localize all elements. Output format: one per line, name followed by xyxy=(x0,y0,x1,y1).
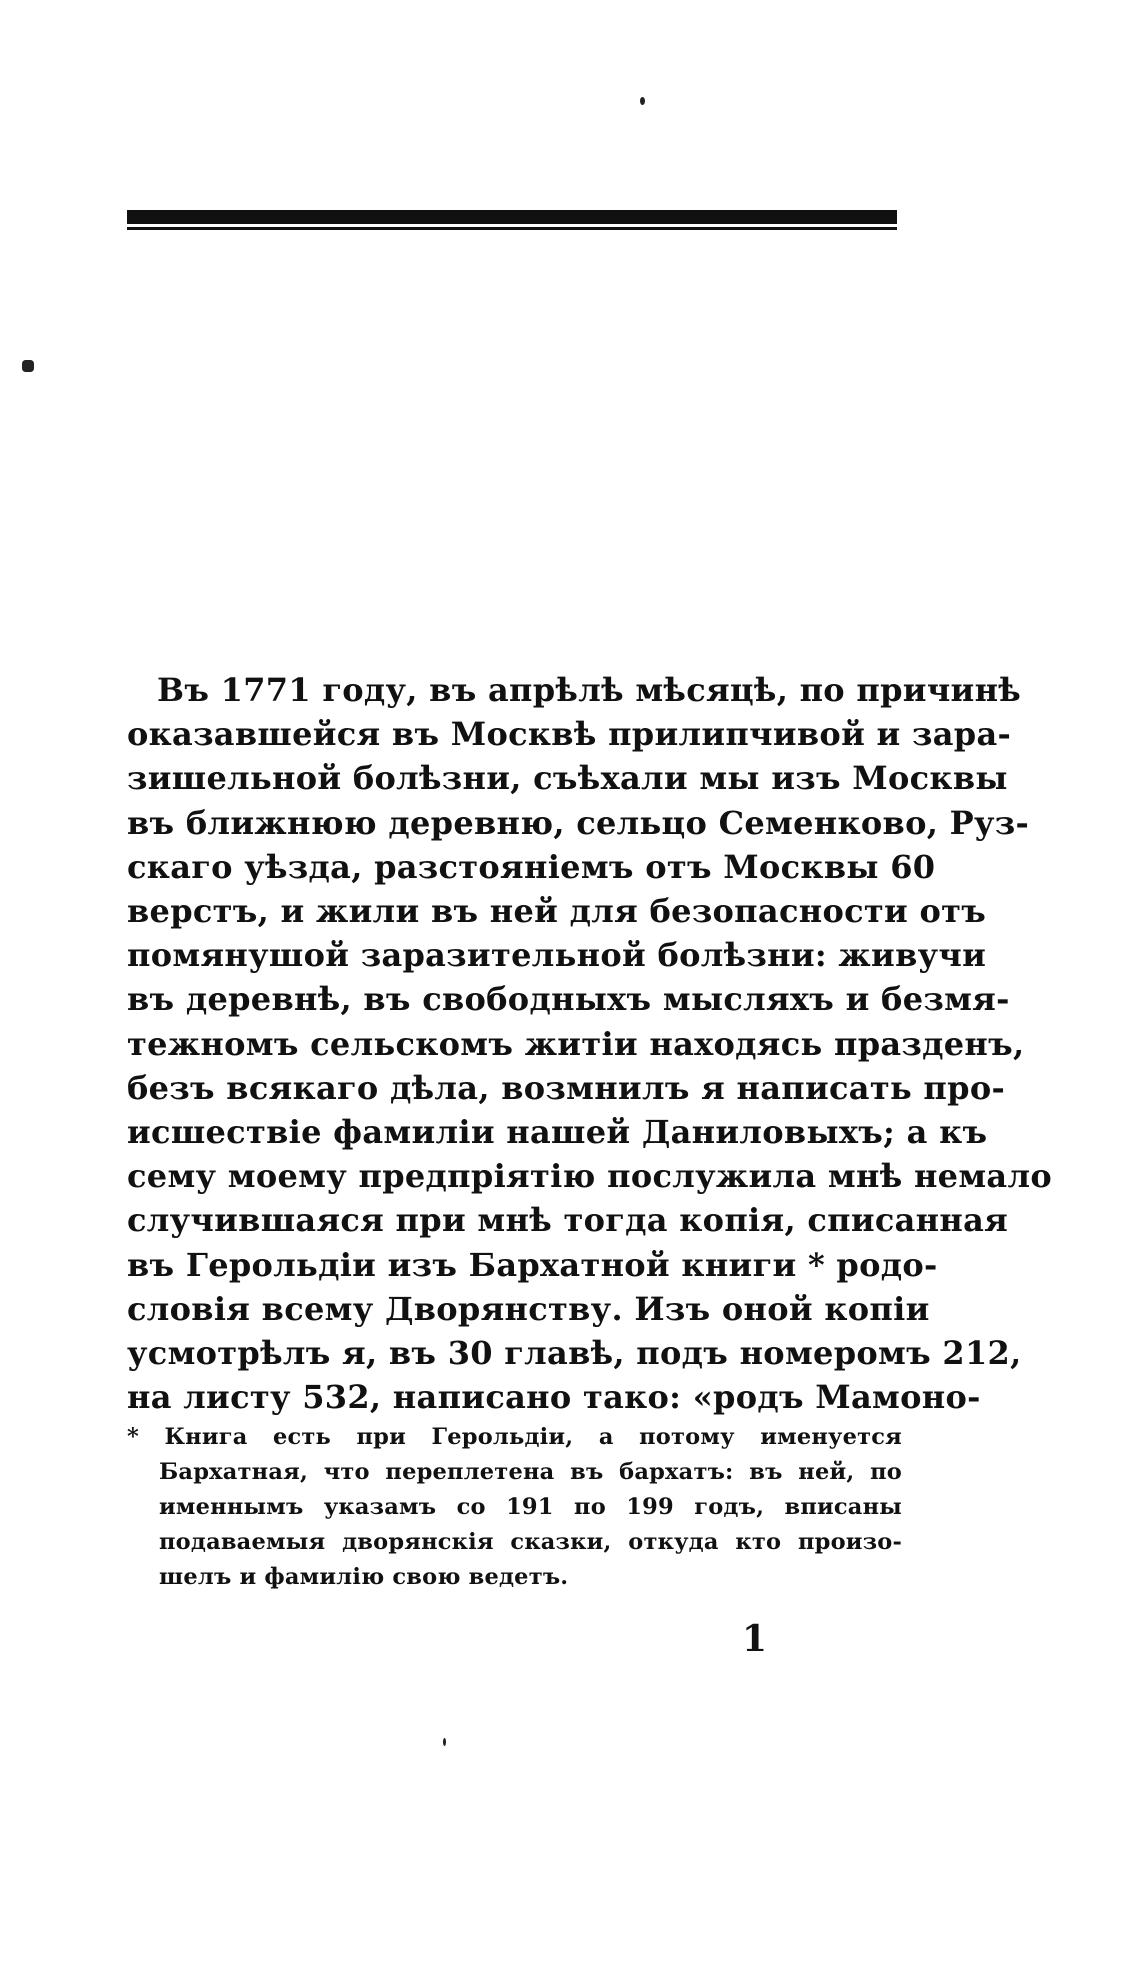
text-line: на листу 532, написано тако: «родъ Мамоно- xyxy=(127,1378,981,1417)
margin-speck xyxy=(22,360,34,372)
text-line: сему моему предпріятію послужила мнѣ немало xyxy=(127,1157,1052,1196)
text-line: безъ всякаго дѣла, возмнилъ я написать про- xyxy=(127,1068,1006,1107)
text-line: зишельной болѣзни, съѣхали мы изъ Москвы xyxy=(127,759,1008,798)
main-text xyxy=(127,668,1052,1419)
footnote-line: именнымъ указамъ со 191 по 199 годъ, вписаны xyxy=(159,1494,902,1520)
footnote-line: подаваемыя дворянскія сказки, откуда кто произо- xyxy=(159,1529,902,1555)
text-line: исшествіе фамиліи нашей Даниловыхъ; а къ xyxy=(127,1113,988,1152)
text-line: скаго уѣзда, разстояніемъ отъ Москвы 60 xyxy=(127,847,936,886)
text-line: въ деревнѣ, въ свободныхъ мысляхъ и безмя- xyxy=(127,980,1010,1019)
text-line: оказавшейся въ Москвѣ прилипчивой и зара- xyxy=(127,715,1012,754)
text-line: тежномъ сельскомъ житіи находясь празденъ, xyxy=(127,1024,1025,1063)
header-rule-thin xyxy=(127,227,897,230)
page-number: 1 xyxy=(742,1618,768,1660)
footnote xyxy=(127,1420,902,1595)
text-line: усмотрѣлъ я, въ 30 главѣ, подъ номеромъ 212, xyxy=(127,1334,1022,1373)
text-line: въ ближнюю деревню, сельцо Семенково, Руз- xyxy=(127,803,1030,842)
footnote-line: Бархатная, что переплетена въ бархатъ: въ ней, по xyxy=(159,1459,902,1485)
text-line: Въ 1771 году, въ апрѣлѣ мѣсяцѣ, по причинѣ xyxy=(157,671,1022,709)
top-speck xyxy=(640,97,645,105)
text-line: верстъ, и жили въ ней для безопасности отъ xyxy=(127,892,987,931)
footnote-line: * Книга есть при Герольдіи, а потому именуется xyxy=(127,1424,902,1450)
text-line: словія всему Дворянству. Изъ оной копіи xyxy=(127,1289,930,1328)
header-rule-thick xyxy=(127,210,897,224)
text-line: случившаяся при мнѣ тогда копія, списанная xyxy=(127,1201,1009,1240)
text-line: помянушой заразительной болѣзни: живучи xyxy=(127,936,987,975)
text-line: въ Герольдіи изъ Бархатной книги * родо- xyxy=(127,1245,938,1284)
bottom-speck xyxy=(443,1738,446,1746)
footnote-line: шелъ и фамилію свою ведетъ. xyxy=(159,1564,569,1590)
